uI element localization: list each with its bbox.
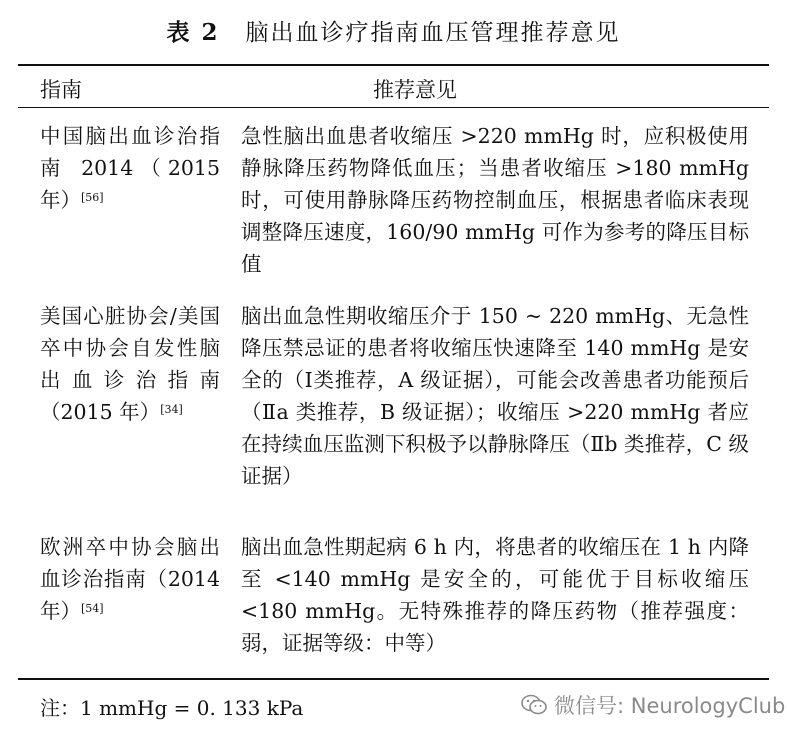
reference-number: [54] bbox=[81, 602, 104, 615]
header-guide: 指南 bbox=[40, 78, 82, 102]
table-row-recommendation: 脑出血急性期收缩压介于 150 ~ 220 mmHg、无急性降压禁忌证的患者将收缩压快速降至 140 mmHg 是安全的（Ⅰ类推荐，A 级证据），可能会改善患者功能预后（Ⅱa 类推荐，B 级证据）；收缩压 >220 mmHg 者应在持续血压监测下积极予以静脉降压（Ⅱb 类推荐，C 级证据） bbox=[241, 304, 749, 488]
guide-name: 欧洲卒中协会脑出血诊治指南（2014 年） bbox=[40, 535, 220, 623]
reference-number: [34] bbox=[160, 403, 183, 416]
header-recommendation: 推荐意见 bbox=[373, 78, 457, 102]
table-title-text: 脑出血诊疗指南血压管理推荐意见 bbox=[245, 20, 621, 46]
table-row-recommendation: 脑出血急性期起病 6 h 内，将患者的收缩压在 1 h 内降至 <140 mmHg 是安全的，可能优于目标收缩压 <180 mmHg。无特殊推荐的降压药物（推荐强度：弱，证据等级：中等） bbox=[241, 535, 749, 655]
table-note: 注：1 mmHg = 0. 133 kPa bbox=[40, 696, 304, 720]
wechat-icon bbox=[520, 693, 548, 717]
top-rule bbox=[18, 64, 769, 66]
wechat-watermark bbox=[520, 690, 785, 720]
table-title bbox=[0, 14, 787, 47]
table-row-guide bbox=[40, 531, 220, 627]
header-rule bbox=[18, 107, 769, 108]
bottom-rule bbox=[18, 678, 769, 680]
table-row-guide bbox=[40, 300, 220, 428]
guide-name: 美国心脏协会/美国卒中协会自发性脑出血诊治指南（2015 年） bbox=[40, 304, 220, 424]
table-row-recommendation: 急性脑出血患者收缩压 >220 mmHg 时，应积极使用静脉降压药物降低血压；当患者收缩压 >180 mmHg 时，可使用静脉降压药物控制血压，根据患者临床表现调整降压速度，160/90 mmHg 可作为参考的降压目标值 bbox=[241, 124, 749, 276]
guide-name: 中国脑出血诊治指南 2014（2015 年） bbox=[40, 124, 220, 212]
table-number: 表 2 bbox=[166, 19, 220, 46]
watermark-text: 微信号: NeurologyClub bbox=[554, 694, 786, 718]
reference-number: [56] bbox=[81, 191, 104, 204]
table-row-guide bbox=[40, 120, 220, 216]
